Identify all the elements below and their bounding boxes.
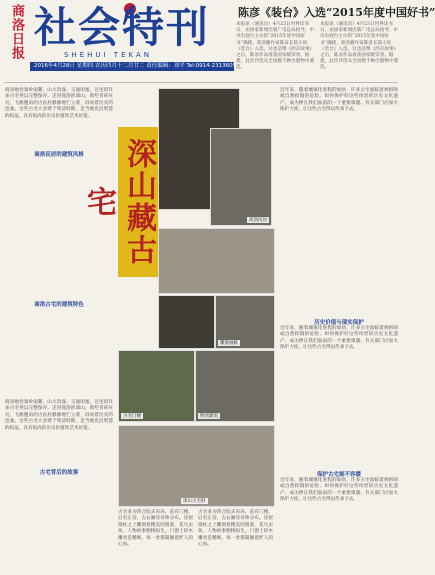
headline-lead-continued: 本报讯（通讯员）4月23日世界读书日，由国家新闻出版广电总局指导、中央电视台主办的“2015年度中国好书”揭晓。商洛籍作家陈彦长篇小说《装台》入选，这也是继《西京故事》之后，陈彦作品再获国家级荣誉。据悉，此次评选从全国数千种出版物中遴选。 (320, 22, 399, 71)
subhead: 商洛古宅的建筑特色 (34, 302, 84, 308)
photo-caption: 深山古宅群 (183, 499, 206, 504)
subhead: 古宅背后的故事 (39, 470, 79, 476)
date-line: 2016年4月28日 星期四 农历四月十二月廿二 责任编辑：刘平 Tel:0914-2313605 (30, 62, 234, 71)
photo-window (158, 295, 215, 349)
paper-name: 商洛日报 (9, 4, 24, 60)
article-body-left: 商洛地处秦岭南麓，山大沟深，交通闭塞，这里的许多古宅得以完整保存。走进商洛的深山，那些青砖灰瓦、飞檐翘角的古民居静静地伫立着，诉说着历史的沧桑。这些古宅大多建于明清时期，是当地先民智慧的结晶，具有很高的历史价值和艺术价值。 (5, 88, 113, 119)
article-body-left: 商洛地处秦岭南麓，山大沟深，交通闭塞，这里的许多古宅得以完整保存。走进商洛的深山，那些青砖灰瓦、飞檐翘角的古民居静静地伫立着，诉说着历史的沧桑。这些古宅大多建于明清时期，是当地先民智慧的结晶，具有很高的历史价值和艺术价值。 (5, 400, 113, 431)
article-body-right: 近年来，随着城镇化进程的加快，许多古宅面临着被拆除或自然损毁的危险。如何保护好这些珍贵的历史文化遗产，成为摆在我们面前的一个重要课题。有关部门应加大保护力度，让这些古宅得以传承下去。 (280, 478, 398, 503)
photo-caption: 雕梁画栋 (220, 341, 238, 346)
headline: 陈彦《装台》入选“2015年度中国好书” (238, 6, 435, 19)
headline-lead: 本报讯（通讯员）4月23日世界读书日，由国家新闻出版广电总局指导、中央电视台主办的“2015年度中国好书”揭晓。商洛籍作家陈彦长篇小说《装台》入选，这也是继《西京故事》之后，陈彦作品再获国家级荣誉。据悉，此次评选从全国数千种出版物中遴选。 (236, 22, 315, 71)
section-title: 社会特刊 (34, 3, 211, 52)
subhead: 历史价值与现实保护 (314, 320, 364, 326)
photo-caption: 商洛民居 (249, 218, 267, 223)
article-body-right: 近年来，随着城镇化进程的加快，许多古宅面临着被拆除或自然损毁的危险。如何保护好这些珍贵的历史文化遗产，成为摆在我们面前的一个重要课题。有关部门应加大保护力度，让这些古宅得以传承下去。 (280, 88, 398, 113)
photo-courtyard (215, 295, 275, 349)
article-body-right: 近年来，随着城镇化进程的加快，许多古宅面临着被拆除或自然损毁的危险。如何保护好这些珍贵的历史文化遗产，成为摆在我们面前的一个重要课题。有关部门应加大保护力度，让这些古宅得以传承下去。 (280, 326, 398, 351)
photo-doorway (210, 128, 272, 226)
article-body-middle: 古宅多为四合院式布局，前有门楼，后有正房，左右厢房对称分布。房屋梁柱之上雕刻着精美的图案，花鸟虫鱼、人物故事栩栩如生。门窗上的木雕更是精细，每一处都凝聚着匠人的心血。 (118, 510, 193, 548)
photo-carving (158, 228, 275, 294)
photo-hall (195, 350, 275, 422)
divider (4, 82, 398, 83)
subhead: 商洛民居的建筑风格 (34, 152, 84, 158)
article-body-middle: 古宅多为四合院式布局，前有门楼，后有正房，左右厢房对称分布。房屋梁柱之上雕刻着精美的图案，花鸟虫鱼、人物故事栩栩如生。门窗上的木雕更是精细，每一处都凝聚着匠人的心血。 (198, 510, 273, 548)
photo-caption: 明清建筑 (200, 414, 218, 419)
feature-title: 深山藏古宅 (118, 127, 158, 277)
photo-gate (118, 350, 195, 422)
photo-caption: 古宅门楼 (123, 414, 141, 419)
section-pinyin: SHEHUI TEKAN (64, 51, 152, 59)
photo-village (118, 425, 275, 507)
subhead: 保护古宅刻不容缓 (316, 472, 361, 478)
